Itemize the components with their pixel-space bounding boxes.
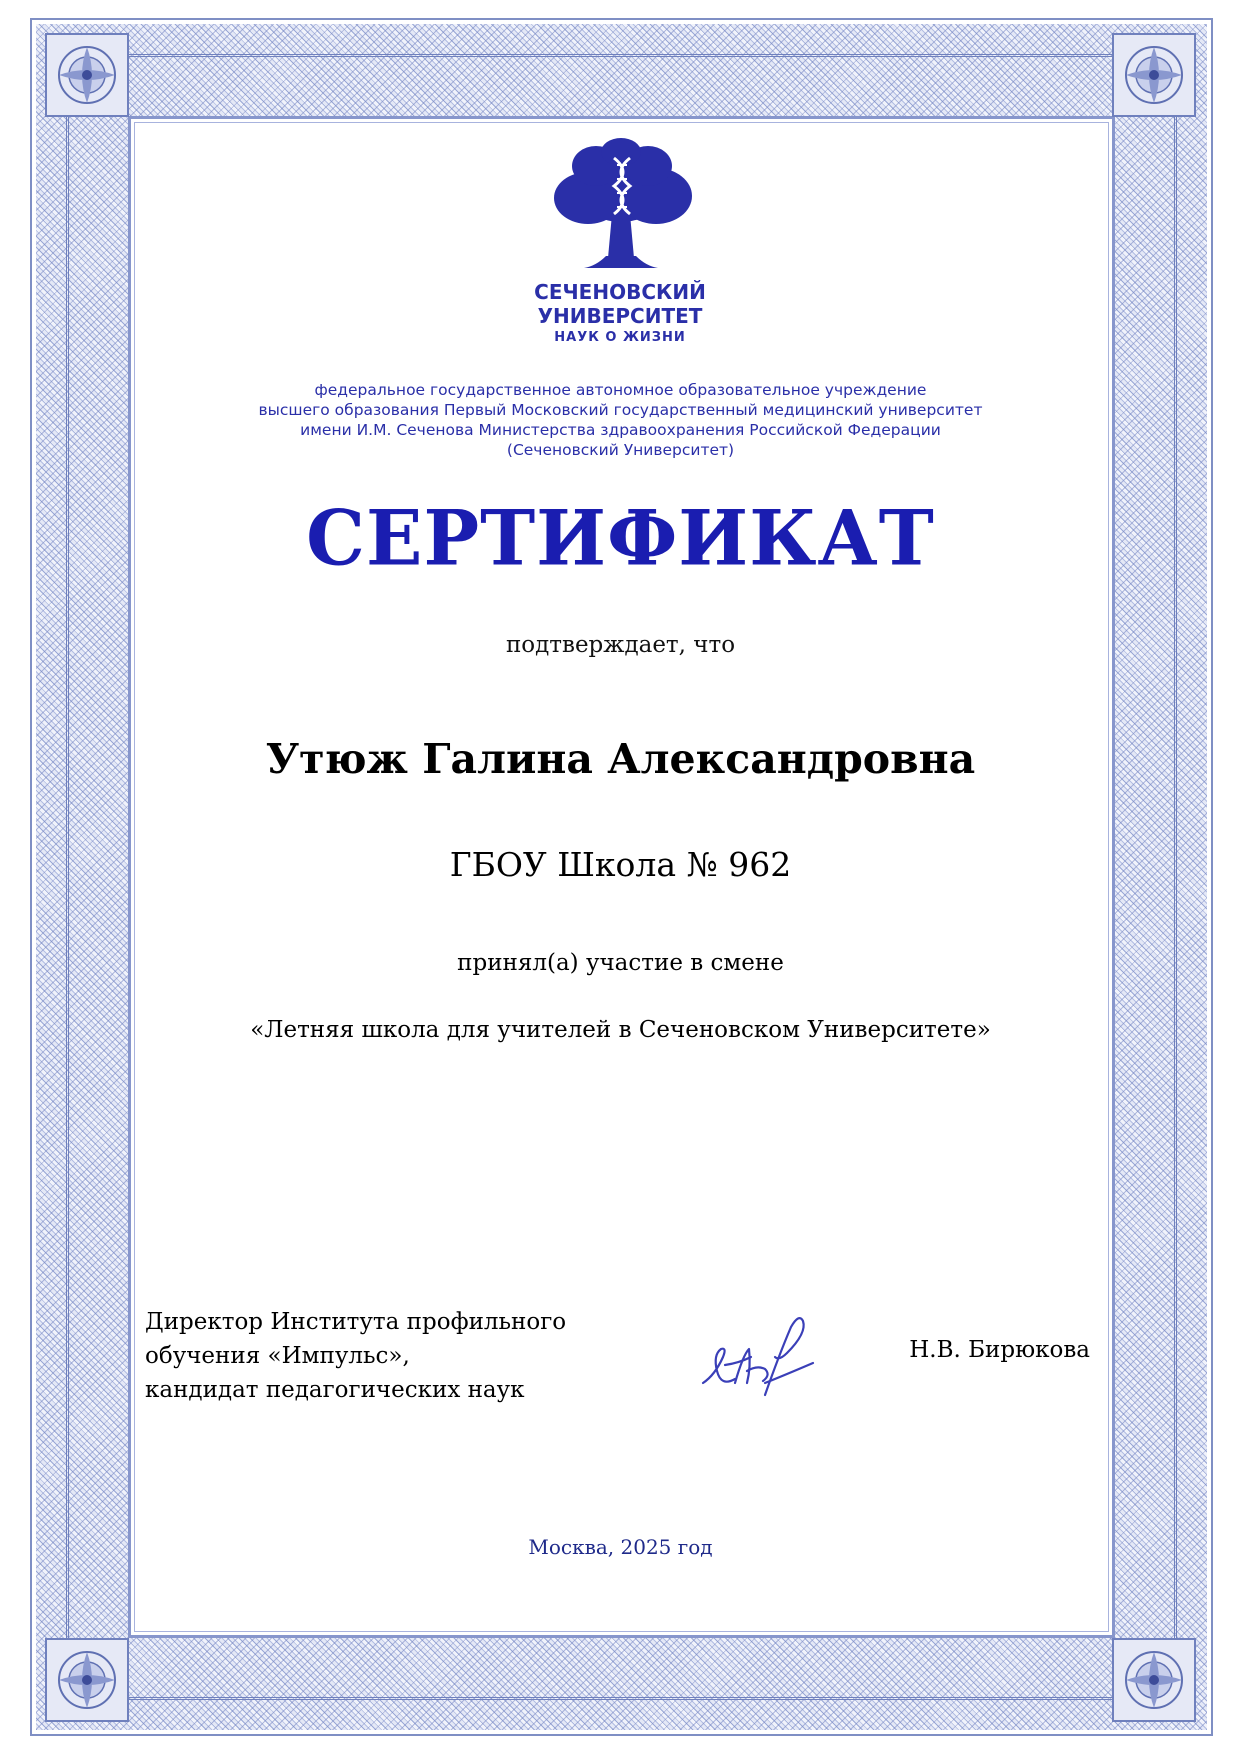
recipient-name: Утюж Галина Александровна: [265, 735, 976, 783]
institution-line: (Сеченовский Университет): [506, 441, 735, 459]
ornament-corner-icon: [42, 1635, 132, 1725]
brand-slogan: НАУК О ЖИЗНИ: [554, 330, 686, 345]
event-name: «Летняя школа для учителей в Сеченовском Университете»: [250, 1017, 991, 1043]
signatory-position-line: обучения «Импульс»,: [145, 1343, 410, 1369]
ornament-corner-icon: [1109, 30, 1199, 120]
handwritten-signature: [695, 1305, 825, 1405]
signatory-position: [145, 1305, 645, 1407]
institution-line: имени И.М. Сеченова Министерства здравоохранения Российской Федерации: [300, 421, 941, 439]
signatory-position-line: кандидат педагогических наук: [145, 1377, 525, 1403]
ornament-corner-icon: [1109, 1635, 1199, 1725]
participation-text: принял(а) участие в смене: [457, 950, 784, 976]
city-and-year: Москва, 2025 год: [528, 1535, 713, 1559]
confirms-text: подтверждает, что: [505, 632, 736, 658]
tree-dna-logo-icon: [536, 136, 706, 276]
brand-name-line-2: УНИВЕРСИТЕТ: [537, 304, 703, 328]
institution-line: высшего образования Первый Московский государственный медицинский университет: [258, 401, 983, 419]
ornament-corner-icon: [42, 30, 132, 120]
institution-full-name: [180, 380, 1061, 460]
certificate-title: СЕРТИФИКАТ: [306, 495, 935, 583]
signatory-name: Н.В. Бирюкова: [909, 1337, 1090, 1363]
signatory-position-line: Директор Института профильного: [145, 1309, 567, 1335]
institution-line: федеральное государственное автономное образовательное учреждение: [314, 381, 927, 399]
brand-name-line-1: СЕЧЕНОВСКИЙ: [534, 280, 706, 304]
recipient-school: ГБОУ Школа № 962: [449, 845, 792, 884]
